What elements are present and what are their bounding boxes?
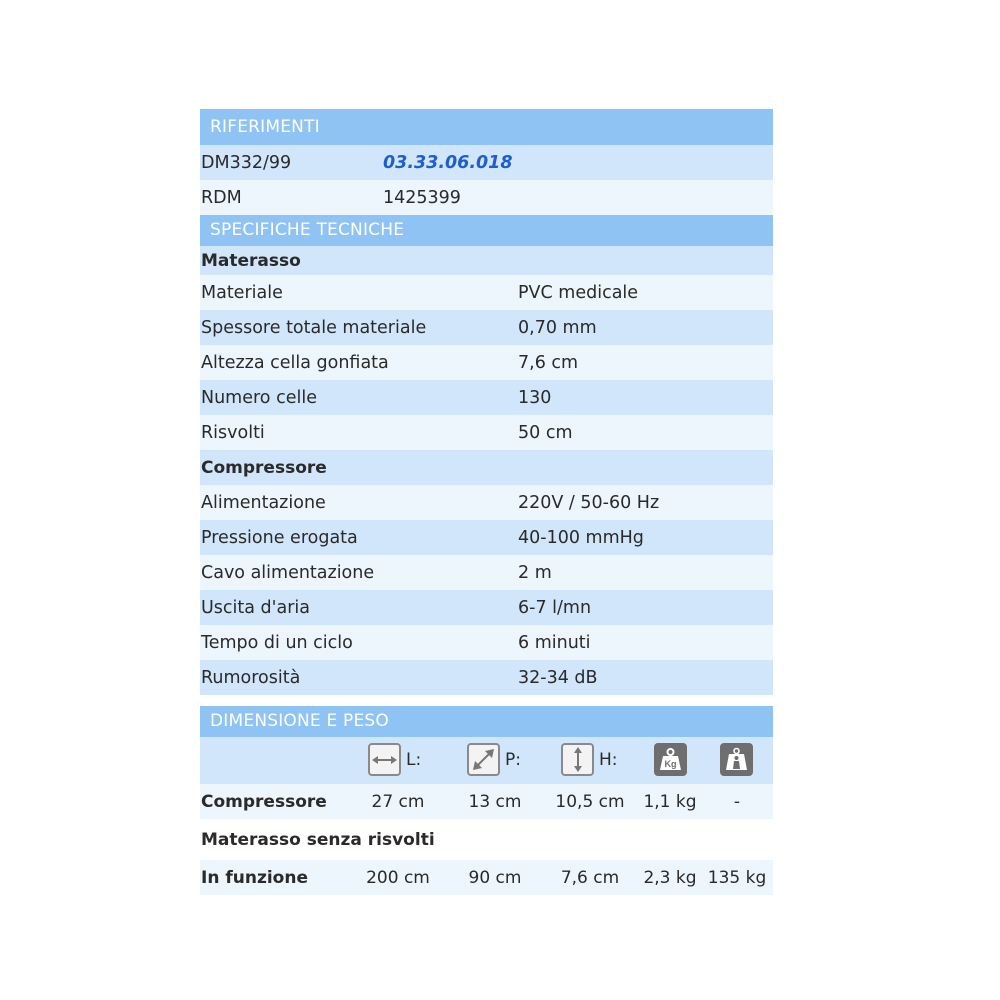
width-label: L: [406,749,422,770]
ref-row [200,145,773,180]
section-header-dimensioni: DIMENSIONE E PESO [200,706,773,737]
spec-value: 6-7 l/mn [518,597,592,618]
spec-label: Altezza cella gonfiata [201,352,389,373]
section-header-riferimenti: RIFERIMENTI [200,109,773,145]
dimension-row-label: In funzione [201,867,308,888]
spec-row [200,485,773,520]
spec-label: Spessore totale materiale [201,317,427,338]
spec-label: Pressione erogata [201,527,358,548]
spec-value: 32-34 dB [518,667,598,688]
ref-row [200,180,773,215]
height-dimension [561,743,618,776]
dimension-row-label: Materasso senza risvolti [201,829,435,850]
dimension-weight: 2,3 kg [643,867,697,888]
dimension-row-label: Compressore [201,791,327,812]
depth-dimension [467,743,521,776]
spec-row [200,380,773,415]
spec-row [200,590,773,625]
spec-row [200,660,773,695]
width-dimension [368,743,421,776]
dimension-height: 7,6 cm [560,867,620,888]
weight-dimension [654,743,687,776]
ref-value: 1425399 [383,187,461,208]
spec-value: 50 cm [518,422,573,443]
spec-row [200,310,773,345]
spec-row [200,520,773,555]
subsection-title: Materasso [201,250,301,271]
spec-label: Alimentazione [201,492,326,513]
subsection-compressore [200,450,773,485]
spec-row [200,345,773,380]
kg-weight-icon [654,743,687,776]
spec-value: PVC medicale [518,282,639,303]
spec-row [200,275,773,310]
spec-label: Rumorosità [201,667,301,688]
height-label: H: [599,749,618,770]
ref-label: DM332/99 [201,152,292,173]
spec-label: Numero celle [201,387,317,408]
spec-row [200,415,773,450]
ref-code-link[interactable]: 03.33.06.018 [383,152,513,173]
spec-value: 130 [518,387,552,408]
width-arrows-icon [368,743,401,776]
dimension-row-in-funzione [200,860,773,895]
max-user-weight [720,743,753,776]
spec-value: 2 m [518,562,552,583]
svg-text:Kg: Kg [664,759,677,769]
height-arrows-icon [561,743,594,776]
depth-diagonal-arrow-icon [467,743,500,776]
ref-label: RDM [201,187,242,208]
spec-value: 0,70 mm [518,317,597,338]
dimension-length: 27 cm [371,791,425,812]
spec-value: 220V / 50-60 Hz [518,492,660,513]
dimension-depth: 13 cm [468,791,522,812]
spec-value: 6 minuti [518,632,591,653]
spec-value: 40-100 mmHg [518,527,644,548]
dimension-icons-row [200,737,773,784]
spec-row [200,555,773,590]
dimension-row-compressore [200,784,773,819]
dimension-row-materasso [200,819,773,860]
spec-label: Materiale [201,282,283,303]
dimension-max-load: - [733,791,741,812]
dimension-weight: 1,1 kg [643,791,697,812]
spec-label: Uscita d'aria [201,597,310,618]
subsection-title: Compressore [201,457,327,478]
dimension-length: 200 cm [366,867,430,888]
spec-label: Tempo di un ciclo [201,632,353,653]
spec-sheet [200,109,773,895]
depth-label: P: [505,749,521,770]
max-user-weight-icon [720,743,753,776]
subsection-materasso [200,246,773,275]
section-header-specifiche: SPECIFICHE TECNICHE [200,215,773,246]
section-gap [200,695,773,706]
spec-label: Cavo alimentazione [201,562,375,583]
dimension-max-load: 135 kg [707,867,767,888]
dimension-depth: 90 cm [468,867,522,888]
spec-label: Risvolti [201,422,265,443]
spec-row [200,625,773,660]
dimension-height: 10,5 cm [555,791,625,812]
spec-value: 7,6 cm [518,352,579,373]
